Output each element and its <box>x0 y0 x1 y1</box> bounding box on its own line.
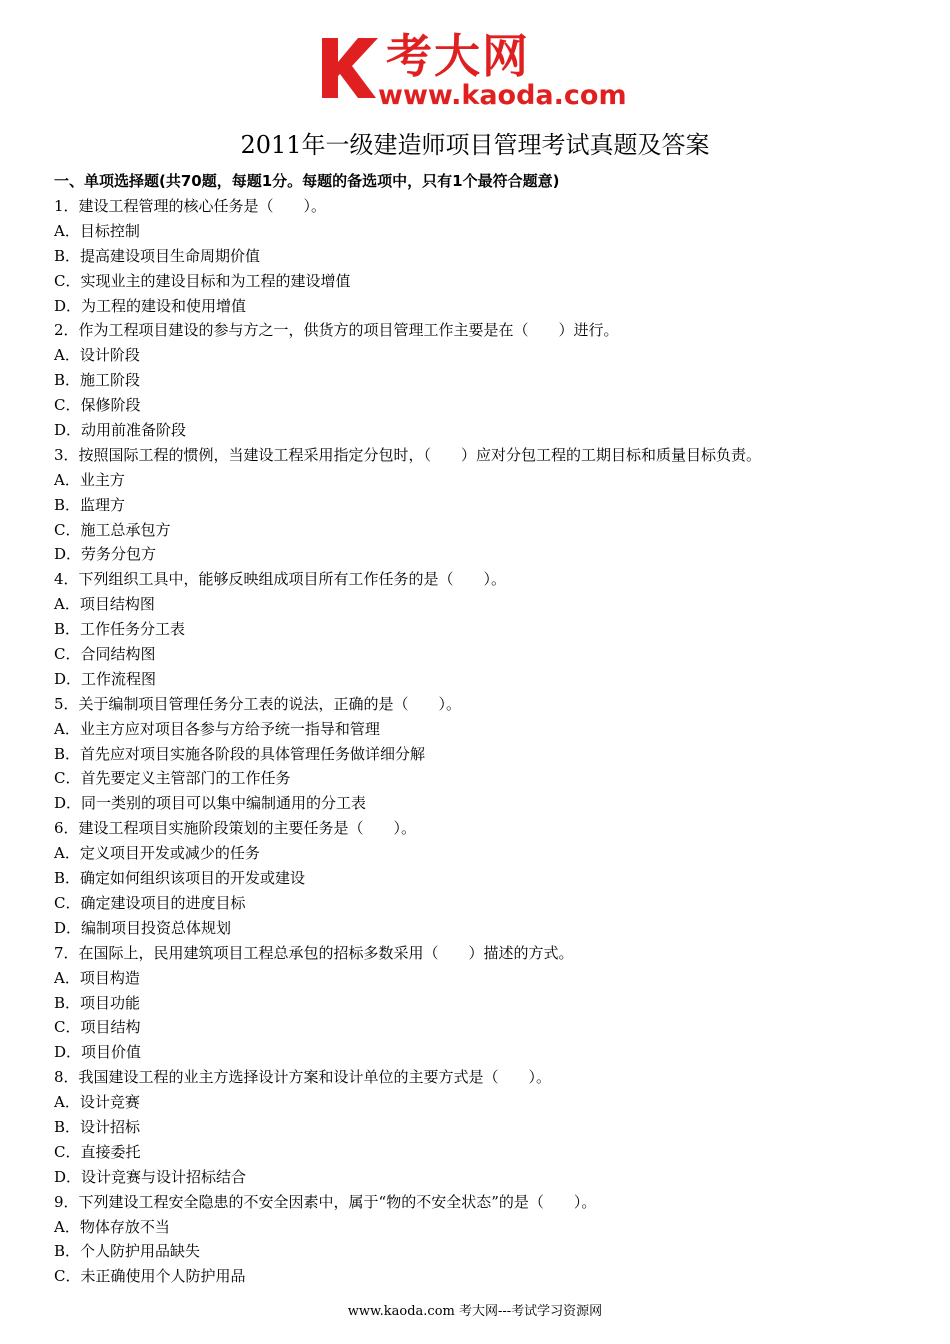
answer-option: A．项目结构图 <box>54 595 155 614</box>
answer-option: D．劳务分包方 <box>54 545 157 564</box>
question-text: 7．在国际上，民用建筑项目工程总承包的招标多数采用（ ）描述的方式。 <box>54 943 574 962</box>
answer-option: C．确定建设项目的进度目标 <box>54 893 246 912</box>
section-heading: 一、单项选择题(共70题，每题1分。每题的备选项中，只有1个最符合题意) <box>54 172 560 190</box>
answer-option: C．实现业主的建设目标和为工程的建设增值 <box>54 271 351 290</box>
question-text: 9．下列建设工程安全隐患的不安全因素中，属于“物的不安全状态”的是（ ）。 <box>54 1192 597 1211</box>
answer-option: D．同一类别的项目可以集中编制通用的分工表 <box>54 794 367 813</box>
answer-option: C．合同结构图 <box>54 645 156 664</box>
question-text: 4．下列组织工具中，能够反映组成项目所有工作任务的是（ ）。 <box>54 570 507 589</box>
question-text: 6．建设工程项目实施阶段策划的主要任务是（ ）。 <box>54 819 417 838</box>
answer-option: D．动用前准备阶段 <box>54 421 187 440</box>
answer-option: B．提高建设项目生命周期价值 <box>54 246 261 265</box>
answer-option: B．设计招标 <box>54 1117 141 1136</box>
answer-option: A．项目构造 <box>54 968 140 987</box>
logo-brand-text: 考大网 <box>386 29 530 83</box>
k-logo-icon <box>318 36 380 100</box>
logo-url-text: www.kaoda.com <box>378 80 627 111</box>
question-text: 3．按照国际工程的惯例，当建设工程采用指定分包时，（ ）应对分包工程的工期目标和质量目标负责。 <box>54 445 762 464</box>
answer-option: A．业主方 <box>54 470 125 489</box>
answer-option: C．保修阶段 <box>54 396 141 415</box>
answer-option: B．工作任务分工表 <box>54 620 186 639</box>
answer-option: B．确定如何组织该项目的开发或建设 <box>54 869 306 888</box>
answer-option: B．个人防护用品缺失 <box>54 1242 201 1261</box>
answer-option: C．未正确使用个人防护用品 <box>54 1267 246 1286</box>
answer-option: A．业主方应对项目各参与方给予统一指导和管理 <box>54 719 380 738</box>
answer-option: D．编制项目投资总体规划 <box>54 918 232 937</box>
answer-option: D．项目价值 <box>54 1043 142 1062</box>
page-title: 2011年一级建造师项目管理考试真题及答案 <box>240 131 710 159</box>
kaoda-logo <box>318 28 638 114</box>
answer-option: B．首先应对项目实施各阶段的具体管理任务做详细分解 <box>54 744 426 763</box>
answer-option: B．项目功能 <box>54 993 141 1012</box>
answer-option: B．监理方 <box>54 495 126 514</box>
question-list <box>54 194 914 1289</box>
answer-option: C．直接委托 <box>54 1142 141 1161</box>
answer-option: A．目标控制 <box>54 221 140 240</box>
answer-option: C．项目结构 <box>54 1018 141 1037</box>
answer-option: A．设计竞赛 <box>54 1093 140 1112</box>
answer-option: C．首先要定义主管部门的工作任务 <box>54 769 291 788</box>
answer-option: A．设计阶段 <box>54 346 140 365</box>
answer-option: B．施工阶段 <box>54 371 141 390</box>
question-text: 2．作为工程项目建设的参与方之一，供货方的项目管理工作主要是在（ ）进行。 <box>54 321 619 340</box>
page-footer: www.kaoda.com 考大网---考试学习资源网 <box>347 1304 603 1319</box>
answer-option: D．设计竞赛与设计招标结合 <box>54 1167 247 1186</box>
question-text: 8．我国建设工程的业主方选择设计方案和设计单位的主要方式是（ ）。 <box>54 1068 552 1087</box>
question-text: 5．关于编制项目管理任务分工表的说法，正确的是（ ）。 <box>54 694 462 713</box>
answer-option: D．工作流程图 <box>54 669 157 688</box>
answer-option: C．施工总承包方 <box>54 520 171 539</box>
answer-option: A．物体存放不当 <box>54 1217 170 1236</box>
answer-option: D．为工程的建设和使用增值 <box>54 296 247 315</box>
answer-option: A．定义项目开发或减少的任务 <box>54 844 260 863</box>
question-text: 1．建设工程管理的核心任务是（ ）。 <box>54 197 327 215</box>
